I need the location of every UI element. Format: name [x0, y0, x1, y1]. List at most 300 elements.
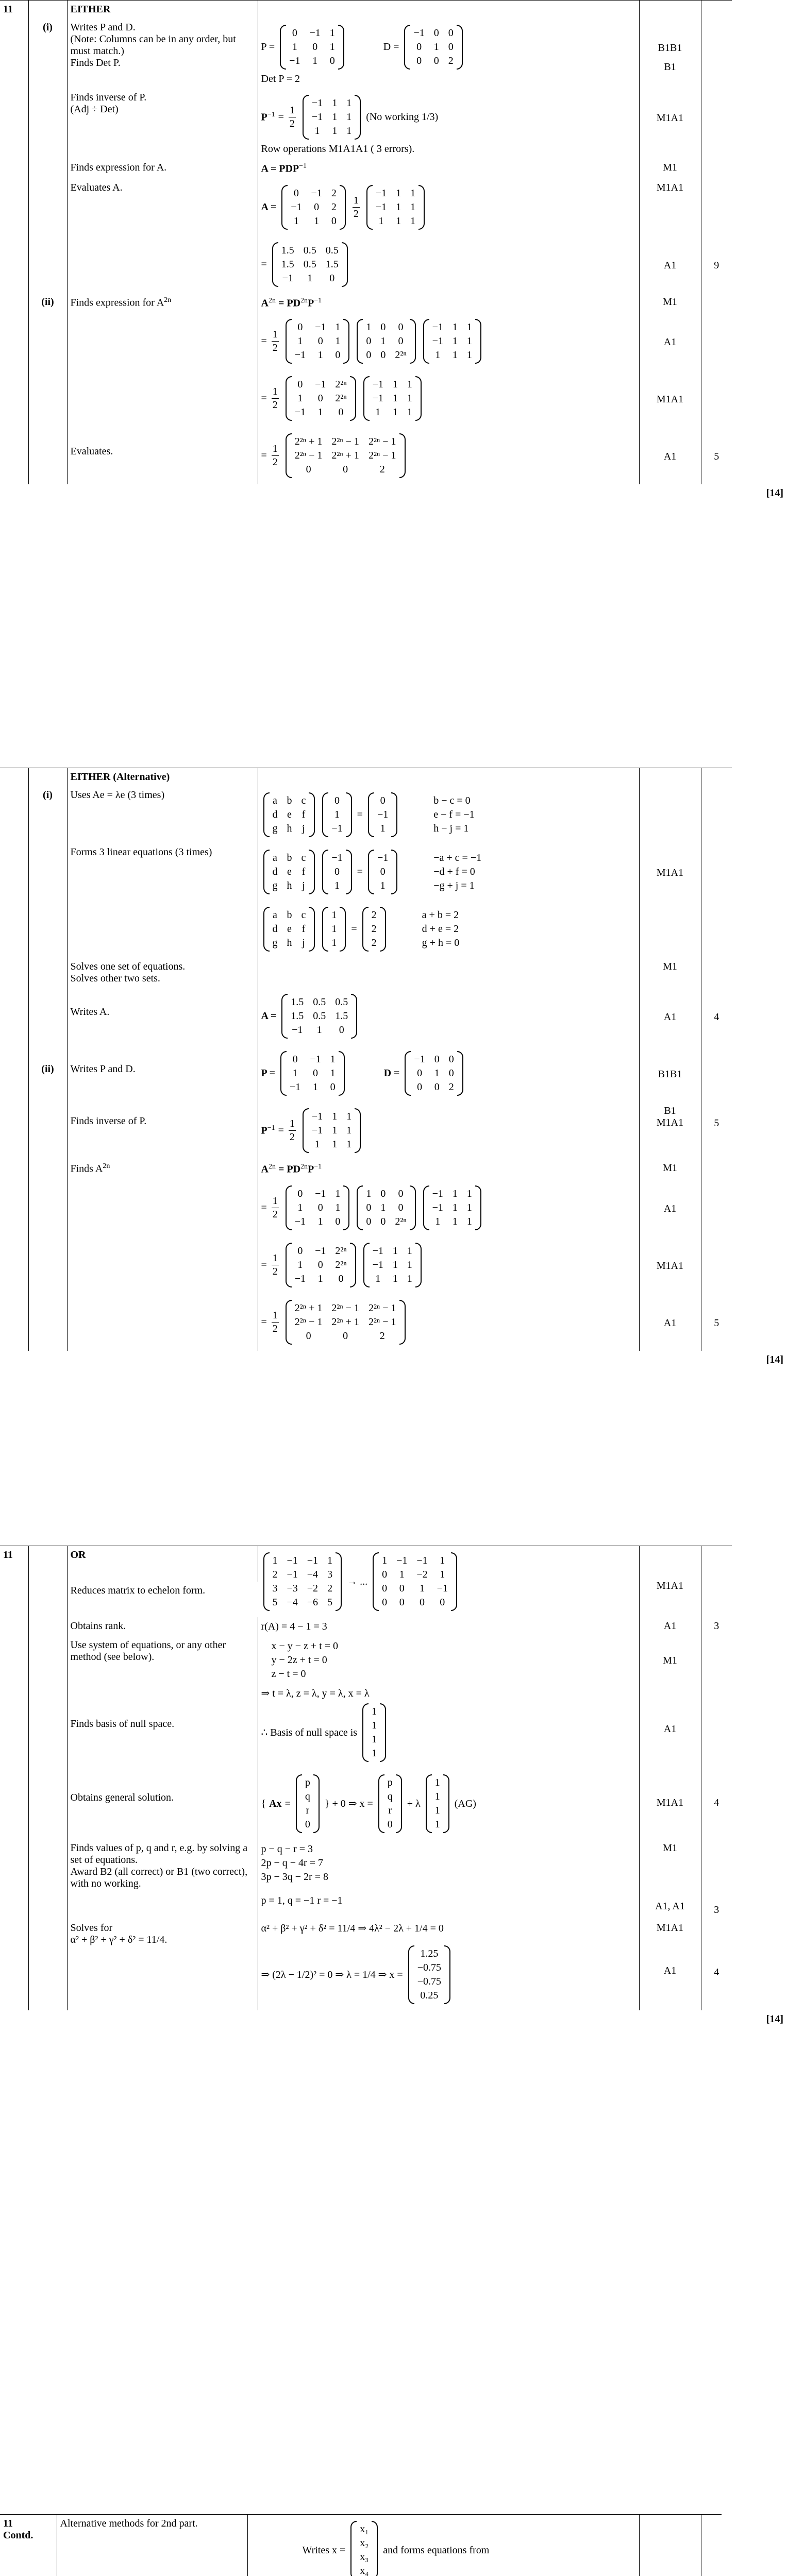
matrix-cell: 1 — [346, 1139, 352, 1150]
equation: −a + c = −1 — [433, 852, 482, 863]
desc: Finds Det P. — [70, 57, 121, 69]
mark: M1A1 — [639, 179, 701, 236]
bracket-left — [357, 1185, 363, 1230]
matrix-cell: 2 — [371, 923, 377, 935]
mark: M1A1 — [656, 1260, 684, 1272]
question-total: [14] — [766, 487, 783, 499]
equation: a + b = 2 — [422, 909, 459, 921]
matrix-cell: 1 — [392, 1259, 398, 1270]
bracket-right — [309, 792, 315, 837]
matrix-cell: x₃ — [360, 2551, 369, 2563]
bracket-right — [415, 376, 422, 421]
matrix-cell: 1 — [466, 1188, 472, 1199]
bracket-left — [408, 1945, 414, 2004]
mark: A1 — [663, 336, 677, 348]
matrix-cell: 1 — [407, 393, 412, 404]
bracket-right — [399, 1300, 406, 1345]
equation-line: ⇒ (2λ − 1/2)² = 0 ⇒ λ = 1/4 ⇒ x = — [261, 1969, 403, 1980]
bracket-right — [444, 1945, 450, 2004]
matrix — [366, 185, 425, 230]
equation: p − q − r = 3 — [261, 1843, 313, 1855]
matrix-cell: 0 — [330, 1081, 336, 1093]
desc: Writes P and D. — [70, 22, 136, 33]
matrix-cell: 1 — [346, 1125, 352, 1136]
rowops: Row operations M1A1A1 ( 3 errors). — [261, 143, 415, 155]
matrix-cell: 1 — [466, 349, 472, 361]
matrix — [373, 1552, 457, 1611]
bracket-right — [309, 850, 315, 894]
matrix-cell: −1 — [372, 1245, 383, 1257]
matrix-cell: 1 — [399, 1569, 405, 1580]
matrix-cell: 1 — [419, 1583, 425, 1594]
matrix-cell: 0 — [292, 27, 297, 39]
matrix-cell: −1 — [432, 1188, 443, 1199]
matrix — [272, 242, 348, 287]
matrix-cell: −2 — [416, 1569, 428, 1580]
part-label: (i) — [28, 786, 67, 843]
solution: p = 1, q = −1 r = −1 — [261, 1895, 343, 1906]
matrix-cell: f — [302, 923, 306, 935]
fraction: $\frac{1}{2}$ — [353, 194, 359, 219]
matrix-cell: −1 — [377, 852, 389, 863]
matrix-cell: −1 — [432, 321, 443, 333]
matrix-cell: 1 — [372, 1748, 377, 1759]
rank: r(A) = 4 − 1 = 3 — [258, 1617, 639, 1636]
equation: x − y − z + t = 0 — [271, 1640, 339, 1652]
mark: B1B1 — [658, 1069, 682, 1080]
matrix-cell: 1 — [452, 321, 458, 333]
desc: Solves other two sets. — [70, 973, 160, 984]
bracket-right — [380, 907, 386, 952]
bracket-left — [280, 25, 286, 70]
bracket-left — [281, 994, 288, 1039]
desc: Use system of equations, or any other method (see below). — [67, 1636, 258, 1684]
matrix-cell: 1 — [380, 1201, 386, 1213]
matrix-cell: 0 — [419, 1597, 425, 1608]
bracket-left — [357, 319, 363, 364]
matrix-cell: 2 — [331, 187, 337, 199]
matrix-cell: −1 — [315, 1188, 326, 1199]
matrix-cell: −1 — [331, 823, 343, 834]
equations — [261, 1639, 339, 1681]
mark: M1A1 — [656, 1580, 684, 1591]
mark: M1A1 — [656, 394, 684, 405]
matrix-cell: −1 — [292, 1024, 303, 1036]
bracket-left — [363, 1243, 370, 1287]
equations — [261, 1842, 329, 1884]
bracket-left — [373, 1552, 379, 1611]
matrix-cell: −0.75 — [417, 1976, 441, 1987]
matrix-cell: 0 — [334, 866, 340, 877]
part-total: 9 — [714, 259, 719, 271]
bracket-right — [346, 792, 352, 837]
matrix-cell: −1 — [413, 27, 425, 39]
matrix-cell: 1 — [440, 1555, 445, 1566]
bracket-right — [410, 319, 416, 364]
matrix-cell: 1 — [382, 1555, 388, 1566]
matrix-cell: 1 — [335, 321, 341, 333]
matrix-cell: 1 — [335, 335, 341, 347]
desc: Finds inverse of P. — [70, 1115, 147, 1127]
section-either-alternative — [0, 768, 787, 1366]
matrix-cell: −2 — [307, 1583, 319, 1594]
matrix-cell: 1 — [327, 1555, 333, 1566]
part-total: 4 — [714, 1967, 719, 1978]
matrix-cell: 1 — [317, 406, 323, 418]
matrix-cell: −1 — [291, 201, 302, 213]
matrix — [404, 25, 462, 70]
matrix-cell: −1 — [294, 406, 306, 418]
bracket-right — [355, 1108, 361, 1153]
matrix-cell: 0 — [293, 187, 299, 199]
matrix-cell: −1 — [294, 1215, 306, 1227]
label: A = — [261, 201, 277, 213]
bracket-right — [350, 376, 356, 421]
matrix-cell: 1 — [433, 41, 439, 53]
matrix-cell: −1 — [290, 1081, 301, 1093]
matrix-cell: 1.5 — [281, 244, 294, 256]
matrix-cell: 0 — [334, 795, 340, 806]
matrix-cell: 1 — [407, 379, 412, 391]
eq: = — [278, 111, 284, 123]
matrix-cell: −4 — [307, 1569, 319, 1580]
matrix-cell: 0 — [433, 55, 439, 66]
matrix-cell: 2 — [379, 1330, 385, 1342]
desc: Writes A. — [70, 1006, 110, 1018]
matrix-cell: 0 — [312, 41, 318, 53]
matrix-cell: 0 — [398, 335, 404, 347]
matrix-cell: −1 — [311, 97, 323, 109]
matrix-cell: 0 — [387, 1819, 393, 1830]
bracket-right — [342, 242, 348, 287]
matrix-cell: 1 — [292, 41, 297, 53]
ag-label: (AG) — [454, 1798, 476, 1809]
desc: Forms 3 linear equations (3 times) — [67, 843, 258, 901]
equation: −g + j = 1 — [433, 880, 475, 891]
markscheme-table-2: EITHER (Alternative) (i) Uses Ae = λe (3 times) a b c d e f g h j 0 1 −1 = 0 −1 1 b − c = 0 e − f = −1 h − j = 1 Forms 3 linear equations (3 times) a b c d e f g h j −1 0 1 = −1 0 1 −a + c = −1 −d + f = 0 −g + j = 1 M1A1 a b c d e f g h j 1 1 1 = 2 2 2 a + b = 2 d + e = 2 g + h = 0 Solves one set of equations. Solves other two sets. M1 Writes A. A = 1.5 0.5 0.5 1.5 0.5 1.5 −1 1 0 A1 4 (ii) Writes P and D. P = 0 −1 1 1 0 1 −1 1 0 D = −1 0 0 0 1 0 0 0 2 B1B1 Finds inverse of P. $P^{-1}$ = $\frac{1}{2}$ −1 1 1 −1 1 1 1 1 1 B1 M1A1 5 Finds $A^{2n}$ $A^{2n} = PD^{2n}P^{-1}$ M1 = $\frac{1}{2}$ 0 −1 1 1 0 1 −1 1 0 1 0 0 0 1 0 0 0 2²ⁿ −1 1 1 −1 1 1 1 1 1 A1 = $\frac{1}{2}$ 0 −1 2²ⁿ 1 0 2²ⁿ −1 1 0 −1 1 1 −1 1 1 1 1 1 M1A1 = $\frac{1}{2}$ 2²ⁿ + 1 2²ⁿ − 1 2²ⁿ − 1 2²ⁿ − 1 2²ⁿ + 1 2²ⁿ − 1 0 0 2 A1 5 — [0, 768, 732, 1351]
matrix — [263, 850, 315, 894]
equation: 2p − q − 4r = 7 — [261, 1857, 323, 1869]
matrix-cell: b — [287, 795, 292, 806]
matrix-cell: 0 — [382, 1569, 388, 1580]
matrix-cell: −3 — [287, 1583, 298, 1594]
desc: Finds A — [70, 1163, 103, 1175]
mark: A1 — [663, 1723, 677, 1735]
matrix-cell: 1 — [332, 1125, 338, 1136]
matrix-cell: 0 — [433, 27, 439, 39]
markscheme-table-3: 11 OR 1 −1 −1 1 2 −1 −4 3 3 −3 −2 2 5 −4 −6 5 → ... 1 −1 −1 1 0 1 −2 1 0 0 1 −1 0 0 0 0 M1A1 Reduces matrix to echelon form. Obtains rank. r(A) = 4 − 1 = 3 A1 3 Use system of equations, or any other method (see below). x − y − z + t = 0 y − 2z + t = 0 z − t = 0 M1 Finds basis of null space. ⇒ t = λ, z = λ, y = λ, x = λ ∴ Basis of null space is 1 1 1 1 A1 Obtains general solution. { Ax = p q r 0 } + 0 ⇒ x = p q r 0 + λ 1 1 1 1 (AG) M1A1 4 Finds values of p, q and r, e.g. by solving a set of equations. Award B2 (all correct) or B1 (two correct), with no working. p − q − r = 3 2p − q − 4r = 7 3p − 3q − 2r = 8 p = 1, q = −1 r = −1 M1 A1, A1 3 Solves for α² + β² + γ² + δ² = 11/4. α² + β² + γ² + δ² = 11/4 ⇒ 4λ² − 2λ + 1/4 = 0 ⇒ (2λ − 1/2)² = 0 ⇒ λ = 1/4 ⇒ x = 1.25 −0.75 −0.75 0.25 M1A1 A1 4 — [0, 1546, 732, 2010]
matrix-cell: 2²ⁿ — [335, 1259, 347, 1270]
expr: A = PDP — [261, 163, 299, 175]
matrix-cell: 1 — [334, 809, 340, 820]
matrix-cell: 0 — [366, 1201, 372, 1213]
matrix-cell: 0 — [366, 1215, 372, 1227]
desc: Finds expression for A. — [67, 159, 258, 179]
note: (No working 1/3) — [366, 111, 439, 123]
matrix-cell: 0 — [380, 321, 386, 333]
matrix-cell: 1 — [466, 1201, 472, 1213]
matrix-cell: 2²ⁿ − 1 — [368, 1316, 396, 1328]
bracket-left — [263, 850, 270, 894]
matrix-cell: 1 — [452, 1215, 458, 1227]
matrix-cell: 1 — [392, 393, 398, 404]
matrix-cell: j — [302, 937, 305, 948]
label: P = — [261, 41, 275, 53]
matrix-cell: 1 — [316, 1024, 322, 1036]
matrix-cell: 0 — [297, 379, 303, 391]
matrix-cell: 3 — [327, 1569, 333, 1580]
bracket-left — [366, 185, 373, 230]
matrix-cell: 0 — [366, 335, 372, 347]
mark: B1 — [664, 61, 676, 73]
matrix-cell: g — [272, 880, 278, 891]
equation: y − 2z + t = 0 — [271, 1654, 327, 1666]
mark: M1A1 — [656, 1797, 684, 1808]
matrix-cell: 1.5 — [335, 1010, 348, 1022]
matrix-cell: 0 — [297, 321, 303, 333]
desc: Uses Ae = λe (3 times) — [67, 786, 258, 843]
mark: A1, A1 — [655, 1901, 685, 1912]
matrix-cell: 1 — [452, 349, 458, 361]
matrix-cell: c — [301, 909, 306, 921]
matrix-cell: 1 — [435, 1215, 441, 1227]
matrix-cell: d — [272, 809, 278, 820]
matrix-cell: 0.5 — [325, 244, 339, 256]
matrix-cell: −1 — [437, 1583, 448, 1594]
matrix-cell: 0 — [335, 1215, 341, 1227]
note: (Note: Columns can be in any order, but must match.) — [70, 33, 236, 57]
matrix-cell: 2²ⁿ − 1 — [331, 436, 359, 448]
vector — [362, 907, 386, 952]
bracket-left — [378, 1774, 384, 1833]
bracket-right — [336, 1552, 342, 1611]
matrix — [303, 95, 361, 140]
matrix-cell: 1 — [317, 1273, 323, 1284]
fraction: $\frac{1}{2}$ — [272, 443, 278, 468]
vector — [296, 1774, 320, 1833]
equation-line: α² + β² + γ² + δ² = 11/4 ⇒ 4λ² − 2λ + 1/4 = 0 — [261, 1923, 444, 1934]
matrix-cell: 1 — [435, 349, 441, 361]
desc: Writes P and D. — [70, 1063, 136, 1075]
matrix-cell: 0.5 — [303, 244, 316, 256]
basis-text: ∴ Basis of null space is — [261, 1726, 358, 1738]
matrix-cell: 0.5 — [335, 996, 348, 1008]
matrix-cell: −1 — [310, 1054, 321, 1065]
matrix-cell: 1 — [396, 201, 401, 213]
vector — [378, 1774, 402, 1833]
bracket-right — [372, 2521, 378, 2576]
matrix-cell: 0 — [448, 41, 454, 53]
desc: Alternative methods for 2nd part. — [60, 2518, 198, 2529]
bracket-left — [426, 1774, 432, 1833]
desc-expr: α² + β² + γ² + δ² = 11/4. — [70, 1934, 168, 1945]
bracket-left — [303, 95, 309, 140]
matrix-cell: 1 — [378, 215, 384, 227]
part-total: 3 — [714, 1904, 719, 1916]
matrix-cell: 1 — [331, 923, 337, 935]
matrix-cell: 2 — [448, 55, 454, 66]
matrix-cell: 0 — [448, 27, 454, 39]
matrix-cell: 0 — [382, 1583, 388, 1594]
bracket-left — [286, 319, 292, 364]
bracket-right — [457, 25, 463, 70]
matrix-cell: 1 — [452, 1201, 458, 1213]
bracket-left — [362, 907, 369, 952]
equation: h − j = 1 — [433, 823, 469, 834]
bracket-right — [443, 1774, 449, 1833]
bracket-left — [286, 1243, 292, 1287]
question-total: [14] — [766, 1353, 783, 1365]
matrix-cell: 1 — [335, 1188, 341, 1199]
bracket-left — [322, 850, 328, 894]
matrix-cell: 0 — [380, 1215, 386, 1227]
matrix-cell: −1 — [375, 187, 387, 199]
bracket-left — [322, 907, 328, 952]
part-total: 3 — [714, 1620, 719, 1632]
bracket-right — [346, 850, 352, 894]
bracket-right — [340, 185, 346, 230]
vector — [322, 907, 346, 952]
bracket-right — [475, 1185, 481, 1230]
bracket-right — [391, 850, 397, 894]
matrix-cell: −1 — [331, 852, 343, 863]
matrix-cell: 1 — [410, 215, 416, 227]
matrix-cell: 0 — [306, 464, 311, 476]
matrix-cell: 0 — [399, 1597, 405, 1608]
bracket-right — [338, 25, 344, 70]
bracket-left — [286, 433, 292, 478]
part-total: 4 — [714, 1011, 719, 1023]
solution-line: ⇒ t = λ, z = λ, y = λ, x = λ — [261, 1688, 370, 1699]
bracket-right — [457, 1051, 463, 1096]
mark: A1 — [663, 1965, 677, 1976]
matrix-cell: 1 — [380, 335, 386, 347]
matrix-cell: −1 — [307, 1555, 319, 1566]
matrix-cell: −1 — [315, 321, 326, 333]
bracket-left — [322, 792, 328, 837]
matrix — [263, 792, 315, 837]
matrix-cell: 1 — [312, 1081, 318, 1093]
matrix-cell: −6 — [307, 1597, 319, 1608]
matrix — [280, 25, 344, 70]
matrix-cell: q — [305, 1791, 310, 1802]
matrix — [286, 1185, 350, 1230]
matrix-cell: 1 — [331, 909, 337, 921]
section-heading: EITHER — [67, 1, 258, 19]
bracket-left — [263, 1552, 270, 1611]
matrix-cell: 0 — [329, 272, 335, 284]
matrix-cell: −1 — [287, 1569, 298, 1580]
award-note: Award B2 (all correct) or B1 (two correct), with no working. — [70, 1866, 248, 1889]
matrix-cell: e — [287, 809, 292, 820]
bracket-left — [423, 319, 429, 364]
matrix-cell: 1 — [332, 1139, 338, 1150]
bracket-right — [340, 907, 346, 952]
matrix-cell: 1 — [297, 335, 303, 347]
matrix-cell: 0 — [380, 349, 386, 361]
fraction: $\frac{1}{2}$ — [272, 1252, 278, 1277]
equation: −d + f = 0 — [433, 866, 475, 877]
matrix-cell: 0 — [398, 1188, 404, 1199]
matrix-cell: −1 — [372, 1259, 383, 1270]
desc: Obtains general solution. — [70, 1792, 174, 1803]
markscheme-table-4 — [0, 2514, 722, 2576]
matrix — [286, 433, 406, 478]
matrix-cell: d — [272, 923, 278, 935]
matrix-cell: 1 — [332, 1111, 338, 1122]
matrix-cell: 2²ⁿ − 1 — [294, 1316, 323, 1328]
matrix-cell: 1 — [293, 215, 299, 227]
bracket-left — [363, 376, 370, 421]
vector — [322, 850, 351, 894]
matrix-cell: −1 — [372, 379, 383, 391]
matrix-cell: 1 — [366, 1188, 372, 1199]
matrix-cell: f — [302, 809, 306, 820]
mark: A1 — [663, 259, 677, 271]
mark: A1 — [663, 1317, 677, 1329]
matrix-cell: x₂ — [360, 2537, 369, 2549]
mark: A1 — [663, 451, 677, 463]
matrix-cell: 1 — [434, 1805, 440, 1816]
matrix-cell: p — [387, 1777, 393, 1788]
matrix-cell: 1 — [346, 1111, 352, 1122]
matrix — [286, 1243, 356, 1287]
markscheme-table-1: 11 EITHER (i) Writes P and D. (Note: Columns can be in any order, but must match.) Finds Det P. P = 0 −1 1 1 0 1 −1 1 0 D = −1 0 0 0 1 0 0 0 2 Det P = 2 B1B1 B1 Finds inverse of P. (Adj ÷ Det) $P^{-1}$ = $\frac{1}{2}$ −1 1 1 −1 1 1 1 1 1 (No working 1/3) Row operations M1A1A1 ( 3 errors). M1A1 Finds expression for A. $A = PDP^{-1}$ M1 Evaluates A. A = 0 −1 2 −1 0 2 1 1 0 $\frac{1}{2}$ −1 1 1 −1 1 1 1 1 1 M1A1 = 1.5 0.5 0.5 1.5 0.5 1.5 −1 1 0 A1 9 (ii) Finds expression for $A^{2n}$ $A^{2n} = PD^{2n}P^{-1}$ M1 = $\frac{1}{2}$ 0 −1 1 1 0 1 −1 1 0 1 0 0 0 1 0 0 0 2²ⁿ −1 1 1 −1 1 1 1 1 1 A1 = $\frac{1}{2}$ 0 −1 2²ⁿ 1 0 2²ⁿ −1 1 0 −1 1 1 −1 1 1 1 1 1 M1A1 Evaluates. = $\frac{1}{2}$ 2²ⁿ + 1 2²ⁿ − 1 2²ⁿ − 1 2²ⁿ − 1 2²ⁿ + 1 2²ⁿ − 1 0 0 2 A1 5 — [0, 0, 732, 484]
fraction: $\frac{1}{2}$ — [272, 1309, 278, 1334]
matrix-cell: 1.5 — [291, 996, 304, 1008]
matrix-cell: 2²ⁿ + 1 — [331, 1316, 359, 1328]
bracket-right — [313, 1774, 320, 1833]
matrix-cell: 1.5 — [325, 258, 339, 270]
desc: Evaluates A. — [67, 179, 258, 236]
matrix-cell: −1 — [311, 111, 323, 123]
matrix-cell: 0 — [312, 1067, 318, 1079]
matrix-cell: 1 — [392, 1245, 398, 1257]
question-number: 11 — [3, 2518, 13, 2529]
matrix-cell: b — [287, 852, 292, 863]
matrix-cell: 1 — [297, 1259, 303, 1270]
section-either — [0, 0, 787, 499]
matrix-cell: 1 — [317, 349, 323, 361]
mark: M1 — [663, 1842, 677, 1854]
matrix-cell: 1.25 — [420, 1948, 439, 1959]
matrix-cell: 0 — [417, 1067, 423, 1079]
matrix-cell: 0.5 — [303, 258, 316, 270]
matrix-cell: −1 — [315, 1245, 326, 1257]
vector — [350, 2521, 378, 2576]
mark: M1 — [639, 293, 701, 313]
desc: Obtains rank. — [67, 1617, 258, 1636]
equation: z − t = 0 — [271, 1668, 306, 1680]
matrix-cell: 1 — [314, 125, 320, 137]
matrix-cell: 0 — [317, 1201, 323, 1213]
fraction: $\frac{1}{2}$ — [272, 329, 278, 354]
label: P — [261, 111, 267, 123]
bracket-right — [410, 1185, 416, 1230]
matrix — [363, 1243, 422, 1287]
matrix-cell: 2²ⁿ — [395, 1215, 407, 1227]
part-label: (ii) — [41, 1063, 54, 1075]
matrix-cell: 1 — [392, 406, 398, 418]
writes-label-2: and forms equations from — [383, 2544, 490, 2556]
matrix-cell: 1 — [392, 379, 398, 391]
matrix-cell: −1 — [396, 1555, 408, 1566]
desc: Solves for — [70, 1922, 113, 1934]
bracket-right — [475, 319, 481, 364]
matrix-cell: 2²ⁿ + 1 — [294, 436, 323, 448]
matrix — [281, 994, 357, 1039]
bracket-left — [286, 376, 292, 421]
